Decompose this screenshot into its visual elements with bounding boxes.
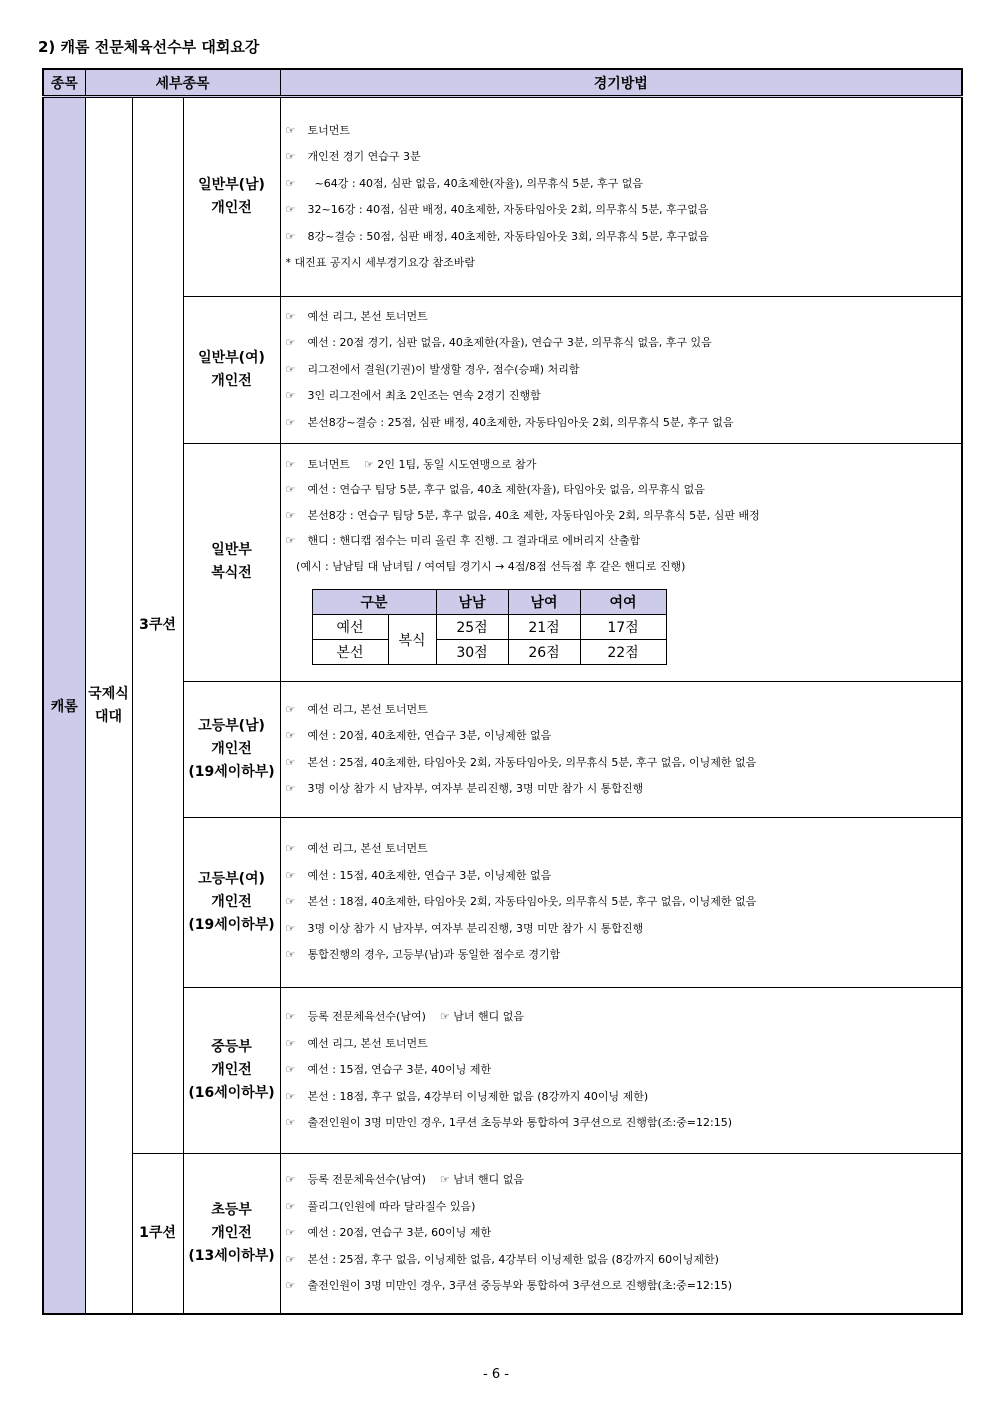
handicap-header: 남여 — [508, 590, 580, 615]
method-text: 등록 전문체육선수(남여) ☞ 남녀 핸디 없음 — [307, 1010, 524, 1024]
method-line — [286, 410, 961, 437]
method-line — [286, 697, 961, 724]
method-line — [286, 942, 961, 969]
pointing-hand-icon: ☞ — [285, 336, 296, 350]
pointing-hand-icon: ☞ — [285, 1036, 296, 1050]
pointing-hand-icon: ☞ — [285, 948, 296, 962]
handicap-row — [312, 615, 666, 640]
method-text: (예시 : 남남팀 대 남녀팀 / 여여팀 경기시 → 4점/8점 선득점 후 같은 핸디로 진행) — [285, 559, 686, 573]
method-line — [286, 452, 961, 478]
method-line — [286, 889, 961, 916]
method-cell — [280, 682, 962, 818]
method-line — [286, 224, 961, 251]
pointing-hand-icon: ☞ — [285, 1226, 296, 1240]
method-line — [286, 118, 961, 145]
method-line — [286, 1273, 961, 1300]
method-line — [286, 916, 961, 943]
handicap-header: 남남 — [436, 590, 508, 615]
page-number: - 6 - — [483, 1367, 509, 1382]
cushion1-cell: 1쿠션 — [132, 1154, 183, 1314]
pointing-hand-icon: ☞ — [285, 1252, 296, 1266]
handicap-value: 25점 — [436, 615, 508, 640]
pointing-hand-icon: ☞ — [285, 895, 296, 909]
pointing-hand-icon: ☞ — [285, 534, 296, 548]
method-line — [286, 1194, 961, 1221]
method-text: 본선 : 25점, 40초제한, 타임아웃 2회, 자동타임아웃, 의무휴식 5분, 후구 없음, 이닝제한 없음 — [307, 755, 757, 769]
method-text: 예선 : 15점, 연습구 3분, 40이닝 제한 — [307, 1063, 492, 1077]
method-text: 예선 리그, 본선 토너먼트 — [307, 842, 428, 856]
event-name: 고등부(여) 개인전 (19세이하부) — [183, 818, 280, 987]
method-line — [286, 1167, 961, 1194]
pointing-hand-icon: ☞ — [285, 123, 296, 137]
method-text: * 대진표 공지시 세부경기요강 참조바람 — [285, 256, 476, 270]
pointing-hand-icon: ☞ — [285, 1089, 296, 1103]
method-line — [286, 723, 961, 750]
handicap-value: 17점 — [580, 615, 666, 640]
method-line — [286, 171, 961, 198]
method-line — [286, 1110, 961, 1137]
competition-rules-table — [42, 68, 963, 1315]
pointing-hand-icon: ☞ — [285, 203, 296, 217]
method-line — [286, 750, 961, 777]
method-text: 출전인원이 3명 미만인 경우, 1쿠션 초등부와 통합하여 3쿠션으로 진행함(조:중=12:15) — [307, 1116, 732, 1130]
method-line — [286, 304, 961, 331]
method-line — [286, 144, 961, 171]
header-method: 경기방법 — [280, 69, 962, 97]
pointing-hand-icon: ☞ — [285, 782, 296, 796]
handicap-header-row — [312, 590, 666, 615]
category-cell: 국제식 대대 — [85, 97, 132, 1314]
method-text: 예선 리그, 본선 토너먼트 — [307, 309, 428, 323]
method-line — [286, 383, 961, 410]
method-text: 등록 전문체육선수(남여) ☞ 남녀 핸디 없음 — [307, 1173, 524, 1187]
method-text: 8강~결승 : 50점, 심판 배정, 40초제한, 자동타임아웃 3회, 의무휴식 5분, 후구없음 — [307, 229, 709, 243]
method-text: 출전인원이 3명 미만인 경우, 3쿠션 중등부와 통합하여 3쿠션으로 진행함(초:중=12:15) — [307, 1279, 732, 1293]
method-text: 예선 : 20점 경기, 심판 없음, 40초제한(자율), 연습구 3분, 의무휴식 없음, 후구 있음 — [307, 336, 712, 350]
method-text: 토너먼트 — [307, 123, 351, 137]
handicap-header: 구분 — [312, 590, 436, 615]
method-cell — [280, 443, 962, 681]
event-name: 고등부(남) 개인전 (19세이하부) — [183, 682, 280, 818]
method-text: 개인전 경기 연습구 3분 — [307, 150, 421, 164]
pointing-hand-icon: ☞ — [285, 176, 296, 190]
pointing-hand-icon: ☞ — [285, 415, 296, 429]
pointing-hand-icon: ☞ — [285, 921, 296, 935]
pointing-hand-icon: ☞ — [285, 457, 296, 471]
pointing-hand-icon: ☞ — [285, 483, 296, 497]
handicap-value: 21점 — [508, 615, 580, 640]
method-line — [286, 863, 961, 890]
method-text: 풀리그(인원에 따라 달라질수 있음) — [307, 1199, 476, 1213]
event-name: 중등부 개인전 (16세이하부) — [183, 987, 280, 1153]
event-name: 일반부(여) 개인전 — [183, 297, 280, 443]
handicap-table — [312, 589, 667, 665]
header-sport: 종목 — [43, 69, 85, 97]
method-text: 리그전에서 결원(기권)이 발생할 경우, 점수(승패) 처리함 — [307, 362, 580, 376]
method-text: 본선 : 18점, 후구 없음, 4강부터 이닝제한 없음 (8강까지 40이닝 제한) — [307, 1089, 649, 1103]
event-name: 일반부 복식전 — [183, 443, 280, 681]
method-cell — [280, 987, 962, 1153]
pointing-hand-icon: ☞ — [285, 868, 296, 882]
pointing-hand-icon: ☞ — [285, 1199, 296, 1213]
handicap-doubles-label: 복식 — [388, 615, 436, 665]
pointing-hand-icon: ☞ — [285, 150, 296, 164]
method-text: 토너먼트 ☞ 2인 1팀, 동일 시도연맹으로 참가 — [307, 457, 537, 471]
sport-cell: 캐롬 — [43, 97, 85, 1314]
method-text: 3명 이상 참가 시 남자부, 여자부 분리진행, 3명 미만 참가 시 통합진행 — [307, 921, 644, 935]
method-line — [286, 1031, 961, 1058]
method-line — [286, 330, 961, 357]
method-text: 예선 리그, 본선 토너먼트 — [307, 702, 428, 716]
method-text: 본선8강 : 연습구 팀당 5분, 후구 없음, 40초 제한, 자동타임아웃 2회, 의무휴식 5분, 심판 배정 — [307, 508, 760, 522]
method-line — [286, 477, 961, 503]
method-line — [286, 250, 961, 277]
handicap-row-label: 본선 — [312, 640, 388, 665]
header-detail: 세부종목 — [85, 69, 280, 97]
section-title: 2) 캐롬 전문체육선수부 대회요강 — [38, 38, 260, 56]
method-text: 예선 : 15점, 40초제한, 연습구 3분, 이닝제한 없음 — [307, 868, 552, 882]
method-text: 본선 : 18점, 40초제한, 타임아웃 2회, 자동타임아웃, 의무휴식 5분, 후구 없음, 이닝제한 없음 — [307, 895, 757, 909]
pointing-hand-icon: ☞ — [285, 702, 296, 716]
method-text: 32~16강 : 40점, 심판 배정, 40초제한, 자동타임아웃 2회, 의무휴식 5분, 후구없음 — [307, 203, 709, 217]
method-cell — [280, 297, 962, 443]
pointing-hand-icon: ☞ — [285, 229, 296, 243]
pointing-hand-icon: ☞ — [285, 1279, 296, 1293]
handicap-row — [312, 640, 666, 665]
pointing-hand-icon: ☞ — [285, 729, 296, 743]
method-text: 3인 리그전에서 최초 2인조는 연속 2경기 진행함 — [307, 389, 541, 403]
pointing-hand-icon: ☞ — [285, 1116, 296, 1130]
handicap-value: 26점 — [508, 640, 580, 665]
handicap-value: 30점 — [436, 640, 508, 665]
method-text: 예선 : 연습구 팀당 5분, 후구 없음, 40초 제한(자율), 타임아웃 없음, 의무휴식 없음 — [307, 483, 705, 497]
pointing-hand-icon: ☞ — [285, 1173, 296, 1187]
method-cell — [280, 97, 962, 297]
pointing-hand-icon: ☞ — [285, 362, 296, 376]
method-text: 본선 : 25점, 후구 없음, 이닝제한 없음, 4강부터 이닝제한 없음 (8강까지 60이닝제한) — [307, 1252, 719, 1266]
handicap-value: 22점 — [580, 640, 666, 665]
method-line — [286, 197, 961, 224]
method-line — [286, 1247, 961, 1274]
event-name: 초등부 개인전 (13세이하부) — [183, 1154, 280, 1314]
event-name: 일반부(남) 개인전 — [183, 97, 280, 297]
pointing-hand-icon: ☞ — [285, 1063, 296, 1077]
method-line — [286, 1220, 961, 1247]
table-row — [43, 97, 962, 297]
method-line — [286, 776, 961, 803]
method-text: 본선8강~결승 : 25점, 심판 배정, 40초제한, 자동타임아웃 2회, 의무휴식 5분, 후구 없음 — [307, 415, 734, 429]
pointing-hand-icon: ☞ — [285, 842, 296, 856]
method-text: 예선 : 20점, 40초제한, 연습구 3분, 이닝제한 없음 — [307, 729, 552, 743]
method-line — [286, 554, 961, 580]
method-text: 핸디 : 핸디캡 점수는 미리 올린 후 진행. 그 결과대로 에버리지 산출함 — [307, 534, 641, 548]
method-line — [286, 528, 961, 554]
method-line — [286, 1084, 961, 1111]
pointing-hand-icon: ☞ — [285, 755, 296, 769]
method-lines — [286, 452, 961, 580]
method-line — [286, 836, 961, 863]
method-text: 3명 이상 참가 시 남자부, 여자부 분리진행, 3명 미만 참가 시 통합진행 — [307, 782, 644, 796]
table-header-row — [43, 69, 962, 97]
table-row — [43, 1154, 962, 1314]
method-line — [286, 1004, 961, 1031]
method-line — [286, 1057, 961, 1084]
method-line — [286, 503, 961, 529]
handicap-header: 여여 — [580, 590, 666, 615]
method-cell — [280, 818, 962, 987]
method-text: ~64강 : 40점, 심판 없음, 40초제한(자율), 의무휴식 5분, 후구 없음 — [307, 176, 643, 190]
method-text: 예선 리그, 본선 토너먼트 — [307, 1036, 428, 1050]
handicap-row-label: 예선 — [312, 615, 388, 640]
pointing-hand-icon: ☞ — [285, 1010, 296, 1024]
method-line — [286, 357, 961, 384]
method-cell — [280, 1154, 962, 1314]
cushion3-cell: 3쿠션 — [132, 97, 183, 1154]
pointing-hand-icon: ☞ — [285, 508, 296, 522]
pointing-hand-icon: ☞ — [285, 309, 296, 323]
method-text: 통합진행의 경우, 고등부(남)과 동일한 점수로 경기함 — [307, 948, 561, 962]
method-text: 예선 : 20점, 연습구 3분, 60이닝 제한 — [307, 1226, 492, 1240]
pointing-hand-icon: ☞ — [285, 389, 296, 403]
